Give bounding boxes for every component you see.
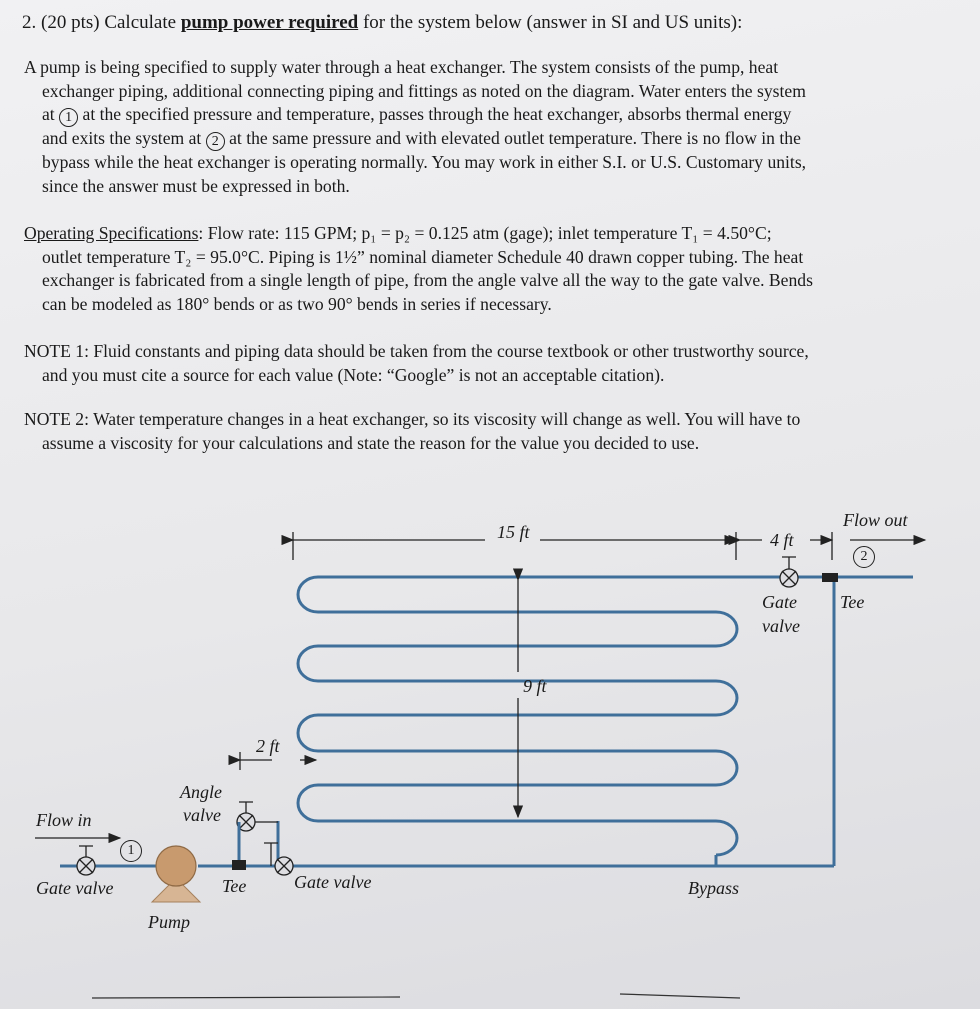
specs-heading: Operating Specifications — [24, 223, 199, 243]
point-1-label: 1 — [120, 840, 142, 862]
description-line: since the answer must be expressed in both. — [42, 175, 350, 196]
bottom-tee-icon — [232, 860, 246, 870]
bottom-gate-valve-label: Gate valve — [294, 872, 372, 892]
note2-line: NOTE 2: Water temperature changes in a heat exchanger, so its viscosity will change as well. You will have to — [24, 409, 801, 429]
angle-valve-label-line2: valve — [183, 805, 221, 825]
point-1-marker: 1 — [59, 108, 78, 127]
flow-out-label: Flow out — [843, 510, 908, 530]
top-gate-valve-label-line2: valve — [762, 616, 800, 636]
top-tee-label: Tee — [840, 592, 865, 612]
dimension-9ft: 9 ft — [523, 676, 547, 696]
bypass-label: Bypass — [688, 878, 739, 898]
piping-schematic — [0, 470, 980, 1009]
question-emphasis: pump power required — [180, 12, 359, 33]
note2-paragraph — [24, 408, 942, 455]
description-line: bypass while the heat exchanger is operating normally. You may work in either S.I. or U.S. Customary units, — [42, 152, 807, 172]
specs-line: can be modeled as 180° bends or as two 90° bends in series if necessary. — [42, 293, 552, 314]
pump-icon — [152, 846, 200, 902]
angle-valve-label-line1: Angle — [180, 782, 222, 802]
note1-line: NOTE 1: Fluid constants and piping data should be taken from the course textbook or other trustworthy source, — [24, 341, 809, 361]
question-number: 2. — [22, 12, 37, 33]
note2-line: assume a viscosity for your calculations and state the reason for the value you decided to use. — [42, 432, 700, 453]
top-gate-valve-label-line1: Gate — [762, 592, 797, 612]
top-tee-icon — [822, 573, 838, 582]
specs-line: outlet temperature T₂ = 95.0°C. Piping is 1½” nominal diameter Schedule 40 drawn copper tubing. The heat — [42, 246, 804, 267]
description-line — [24, 127, 942, 151]
dimension-2ft: 2 ft — [256, 736, 280, 756]
specs-line — [24, 222, 942, 246]
point-2-label: 2 — [853, 546, 875, 568]
point-2-marker: 2 — [206, 132, 225, 151]
question-rest: for the system below (answer in SI and US units): — [362, 12, 743, 33]
piping-diagram — [0, 470, 980, 1009]
specs-fragment: : Flow rate: 115 GPM; p₁ = p₂ = 0.125 atm (gage); inlet temperature T₁ = 4.50°C; — [198, 223, 772, 243]
dimension-15ft: 15 ft — [497, 522, 530, 542]
description-line: A pump is being specified to supply water through a heat exchanger. The system consists of the pump, heat — [24, 57, 779, 77]
description-line — [24, 103, 942, 127]
question-points: (20 pts) Calculate — [41, 12, 177, 33]
specs-line: exchanger is fabricated from a single length of pipe, from the angle valve all the way to the gate valve. Bends — [42, 270, 813, 290]
question-heading — [22, 12, 962, 34]
flow-in-label: Flow in — [36, 810, 92, 830]
description-fragment: at the specified pressure and temperature, passes through the heat exchanger, absorbs thermal energy — [82, 104, 792, 124]
description-paragraph — [24, 56, 942, 198]
description-fragment: and exits the system at — [42, 128, 202, 148]
note1-paragraph — [24, 340, 942, 387]
note1-line: and you must cite a source for each value (Note: “Google” is not an acceptable citation). — [42, 364, 665, 385]
description-fragment: at — [42, 104, 55, 124]
bottom-tee-label: Tee — [222, 876, 247, 896]
pump-label: Pump — [148, 912, 190, 932]
inlet-gate-valve-label: Gate valve — [36, 878, 114, 898]
description-fragment: at the same pressure and with elevated outlet temperature. There is no flow in the — [229, 128, 801, 148]
specs-paragraph — [24, 222, 942, 316]
dimension-4ft: 4 ft — [770, 530, 794, 550]
description-line: exchanger piping, additional connecting piping and fittings as noted on the diagram. Water enters the system — [42, 80, 806, 101]
